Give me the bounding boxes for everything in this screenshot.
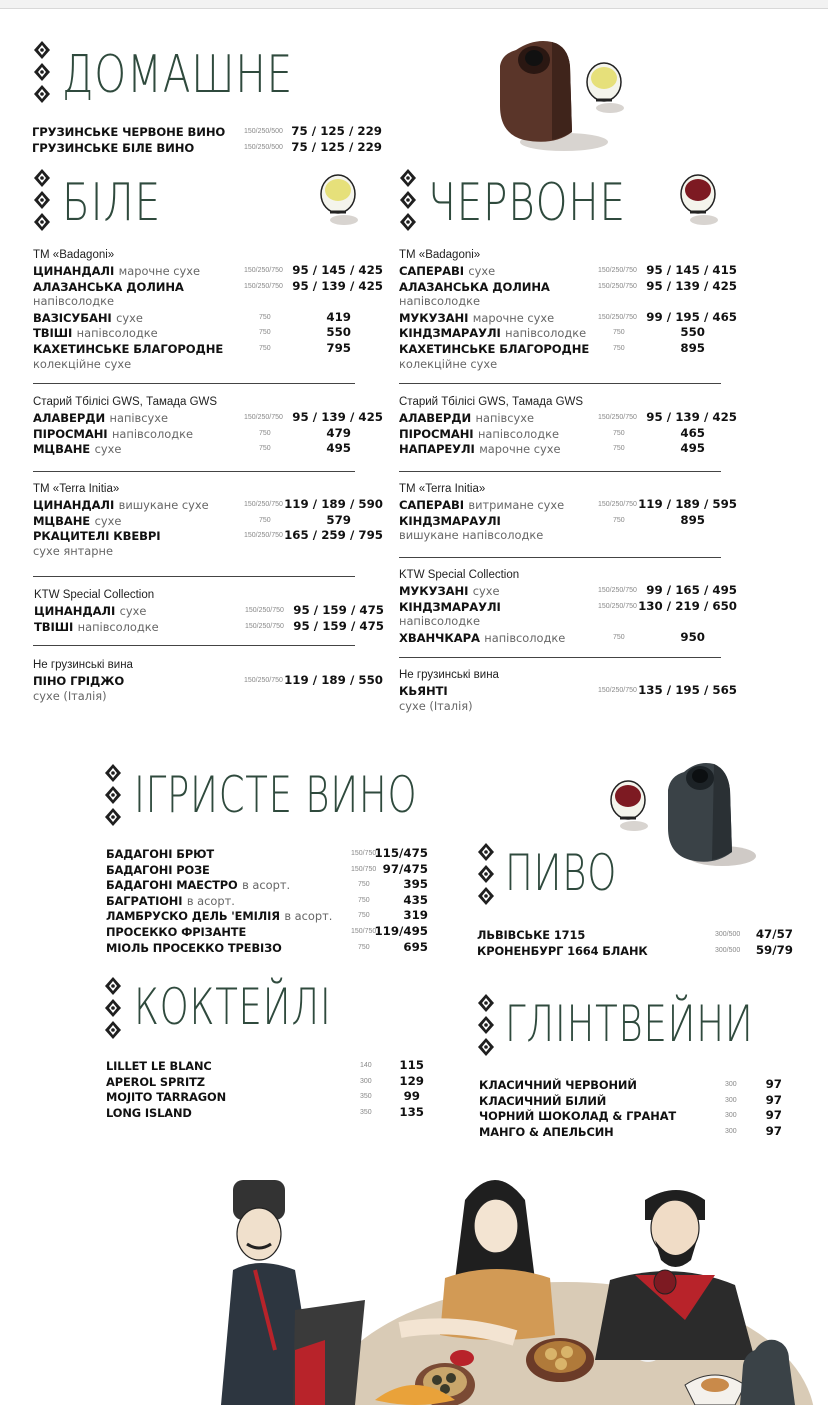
menu-item: САПЕРАВІ сухе 150/250/750 95 / 145 / 415 bbox=[399, 263, 737, 278]
white-wine-list bbox=[34, 585, 386, 634]
menu-item: ЦИНАНДАЛІ вишукане сухе 150/250/750 119 / 189 / 590 bbox=[33, 497, 383, 512]
subsection-label: Не грузинські вина bbox=[399, 669, 499, 681]
white-wine-list bbox=[33, 655, 385, 704]
divider bbox=[399, 471, 721, 472]
menu-item: АЛАВЕРДИ напівсухе 150/250/750 95 / 139 / 425 bbox=[33, 410, 383, 425]
menu-item: НАПАРЕУЛІ марочне сухе 750 495 bbox=[399, 441, 705, 457]
menu-item: ВАЗІСУБАНІ сухе 750 419 bbox=[33, 309, 351, 325]
menu-item: APEROL SPRITZ 300 129 bbox=[106, 1073, 424, 1089]
menu-item: АЛАЗАНСЬКА ДОЛИНА 150/250/750 95 / 139 / 425 bbox=[33, 278, 383, 294]
menu-item: ЧОРНИЙ ШОКОЛАД & ГРАНАТ 300 97 bbox=[479, 1108, 782, 1124]
mulled-wine-list bbox=[479, 1077, 782, 1139]
menu-item-subtext: колекційне сухе bbox=[399, 356, 498, 371]
divider bbox=[399, 557, 721, 558]
menu-item: АЛАВЕРДИ напівсухе 150/250/750 95 / 139 / 425 bbox=[399, 410, 737, 425]
divider bbox=[33, 645, 355, 646]
sparkling-wine-list bbox=[106, 846, 428, 955]
menu-item-subtext: сухе янтарне bbox=[33, 543, 113, 558]
menu-item: МЦВАНЕ сухе 750 579 bbox=[33, 512, 351, 528]
menu-item: РКАЦИТЕЛІ КВЕВРІ 150/250/750 165 / 259 / 795 bbox=[33, 528, 383, 544]
subsection-label: ТМ «Badagoni» bbox=[33, 249, 115, 261]
menu-item: LONG ISLAND 350 135 bbox=[106, 1104, 424, 1120]
menu-item: КЬЯНТІ 150/250/750 135 / 195 / 565 bbox=[399, 683, 737, 698]
menu-item: ПРОСЕККО ФРІЗАНТЕ 150/750 119/495 bbox=[106, 923, 428, 939]
menu-item: ПІНО ГРІДЖО 150/250/750 119 / 189 / 550 bbox=[33, 673, 383, 688]
red-wine-list bbox=[399, 245, 739, 372]
menu-item: MOJITO TARRAGON 350 99 bbox=[106, 1089, 420, 1105]
menu-item: БАДАГОНІ БРЮТ 150/750 115/475 bbox=[106, 846, 428, 861]
menu-item: ЦИНАНДАЛІ сухе 150/250/750 95 / 159 / 475 bbox=[34, 603, 384, 618]
menu-item: КАХЕТИНСЬКЕ БЛАГОРОДНЕ 750 795 bbox=[33, 340, 351, 356]
menu-item-subtext: колекційне сухе bbox=[33, 356, 132, 371]
menu-item: ГРУЗИНСЬКЕ ЧЕРВОНЕ ВИНО 150/250/500 75 / 125 / 229 bbox=[32, 124, 382, 139]
subsection-label: ТМ «Terra Initia» bbox=[399, 483, 486, 495]
subsection-label: KTW Special Collection bbox=[34, 589, 155, 601]
menu-item-subtext: сухе (Італія) bbox=[33, 688, 107, 703]
menu-item: ТВІШІ напівсолодке 750 550 bbox=[33, 325, 351, 341]
white-wine-list bbox=[33, 392, 385, 457]
subsection-label: KTW Special Collection bbox=[399, 569, 520, 581]
ornament-icon bbox=[33, 168, 51, 234]
menu-item: МУКУЗАНІ марочне сухе 150/250/750 99 / 195 / 465 bbox=[399, 309, 737, 325]
heading-domashne: ДОМАШНЕ bbox=[62, 45, 294, 105]
divider bbox=[399, 383, 721, 384]
ornament-icon bbox=[33, 40, 51, 106]
menu-item: КЛАСИЧНИЙ ЧЕРВОНИЙ 300 97 bbox=[479, 1077, 782, 1092]
subsection-label: ТМ «Badagoni» bbox=[399, 249, 481, 261]
red-wine-list bbox=[399, 565, 739, 645]
heading-kokteili: КОКТЕЙЛІ bbox=[134, 978, 332, 1036]
red-wine-list bbox=[399, 665, 739, 714]
subsection-label: Старий Тбілісі GWS, Тамада GWS bbox=[399, 396, 584, 408]
ornament-icon bbox=[477, 842, 495, 908]
menu-item: МУКУЗАНІ сухе 150/250/750 99 / 165 / 495 bbox=[399, 583, 737, 598]
red-wine-glass-icon bbox=[678, 172, 720, 228]
white-wine-glass-icon bbox=[584, 60, 626, 116]
menu-item: ГРУЗИНСЬКЕ БІЛЕ ВИНО 150/250/500 75 / 125 / 229 bbox=[32, 139, 382, 155]
menu-item: LILLET LE BLANC 140 115 bbox=[106, 1058, 424, 1073]
red-wine-glass-icon bbox=[608, 778, 650, 834]
menu-item: ХВАНЧКАРА напівсолодке 750 950 bbox=[399, 629, 705, 645]
menu-item: КІНДЗМАРАУЛІ напівсолодке 750 550 bbox=[399, 325, 705, 341]
menu-item-subtext: сухе (Італія) bbox=[399, 698, 473, 713]
divider bbox=[399, 657, 721, 658]
menu-item: САПЕРАВІ витримане сухе 150/250/750 119 / 189 / 595 bbox=[399, 497, 737, 512]
georgian-feast-illustration bbox=[215, 1160, 815, 1405]
menu-item: БАГРАТІОНІ в асорт. 750 435 bbox=[106, 892, 428, 908]
menu-item: МІОЛЬ ПРОСЕККО ТРЕВІЗО 750 695 bbox=[106, 939, 428, 955]
browser-top-bar bbox=[0, 0, 828, 9]
ornament-icon bbox=[104, 976, 122, 1042]
heading-pyvo: ПИВО bbox=[505, 844, 618, 902]
menu-item: МАНГО & АПЕЛЬСИН 300 97 bbox=[479, 1123, 782, 1139]
menu-item: ЛАМБРУСКО ДЕЛЬ 'ЕМІЛІЯ в асорт. 750 319 bbox=[106, 908, 428, 924]
subsection-label: Старий Тбілісі GWS, Тамада GWS bbox=[33, 396, 218, 408]
menu-item: КІНДЗМАРАУЛІ 150/250/750 130 / 219 / 650 bbox=[399, 598, 737, 614]
menu-item: БАДАГОНІ РОЗЕ 150/750 97/475 bbox=[106, 861, 428, 877]
ornament-icon bbox=[104, 763, 122, 829]
menu-item: ТВІШІ напівсолодке 150/250/750 95 / 159 / 475 bbox=[34, 618, 384, 634]
divider bbox=[33, 471, 355, 472]
heading-chervone: ЧЕРВОНЕ bbox=[428, 173, 626, 233]
subsection-label: Не грузинські вина bbox=[33, 659, 133, 671]
white-wine-list bbox=[33, 479, 385, 559]
section-domashne bbox=[32, 124, 384, 155]
divider bbox=[33, 383, 355, 384]
menu-item-subtext: напівсолодке bbox=[399, 294, 480, 309]
white-wine-glass-icon bbox=[318, 172, 360, 228]
white-wine-list bbox=[33, 245, 385, 372]
cocktails-list bbox=[106, 1058, 426, 1120]
ornament-icon bbox=[399, 168, 417, 234]
subsection-label: ТМ «Terra Initia» bbox=[33, 483, 120, 495]
menu-item: КІНДЗМАРАУЛІ 750 895 bbox=[399, 512, 705, 528]
heading-bile: БІЛЕ bbox=[62, 173, 162, 233]
menu-item: ЦИНАНДАЛІ марочне сухе 150/250/750 95 / 145 / 425 bbox=[33, 263, 383, 278]
menu-item: ПІРОСМАНІ напівсолодке 750 465 bbox=[399, 425, 705, 441]
menu-item: БАДАГОНІ МАЕСТРО в асорт. 750 395 bbox=[106, 877, 428, 893]
divider bbox=[33, 576, 355, 577]
red-wine-list bbox=[399, 392, 739, 457]
menu-item: ЛЬВІВСЬКЕ 1715 300/500 47/57 bbox=[477, 927, 793, 942]
heading-glintveiny: ГЛІНТВЕЙНИ bbox=[505, 995, 754, 1053]
dark-jug-illustration bbox=[662, 756, 758, 874]
beer-list bbox=[477, 927, 793, 958]
ornament-icon bbox=[477, 993, 495, 1059]
menu-item: КАХЕТИНСЬКЕ БЛАГОРОДНЕ 750 895 bbox=[399, 340, 705, 356]
heading-igryste: ІГРИСТЕ ВИНО bbox=[134, 766, 418, 824]
menu-item-subtext: вишукане напівсолодке bbox=[399, 528, 544, 543]
menu-item: МЦВАНЕ сухе 750 495 bbox=[33, 441, 351, 457]
menu-item: КРОНЕНБУРГ 1664 БЛАНК 300/500 59/79 bbox=[477, 942, 793, 958]
menu-item-subtext: напівсолодке bbox=[33, 294, 114, 309]
menu-item: ПІРОСМАНІ напівсолодке 750 479 bbox=[33, 425, 351, 441]
menu-item: АЛАЗАНСЬКА ДОЛИНА 150/250/750 95 / 139 / 425 bbox=[399, 278, 737, 294]
red-wine-list bbox=[399, 479, 739, 544]
menu-item-subtext: напівсолодке bbox=[399, 614, 480, 629]
menu-item: КЛАСИЧНИЙ БІЛИЙ 300 97 bbox=[479, 1092, 782, 1108]
